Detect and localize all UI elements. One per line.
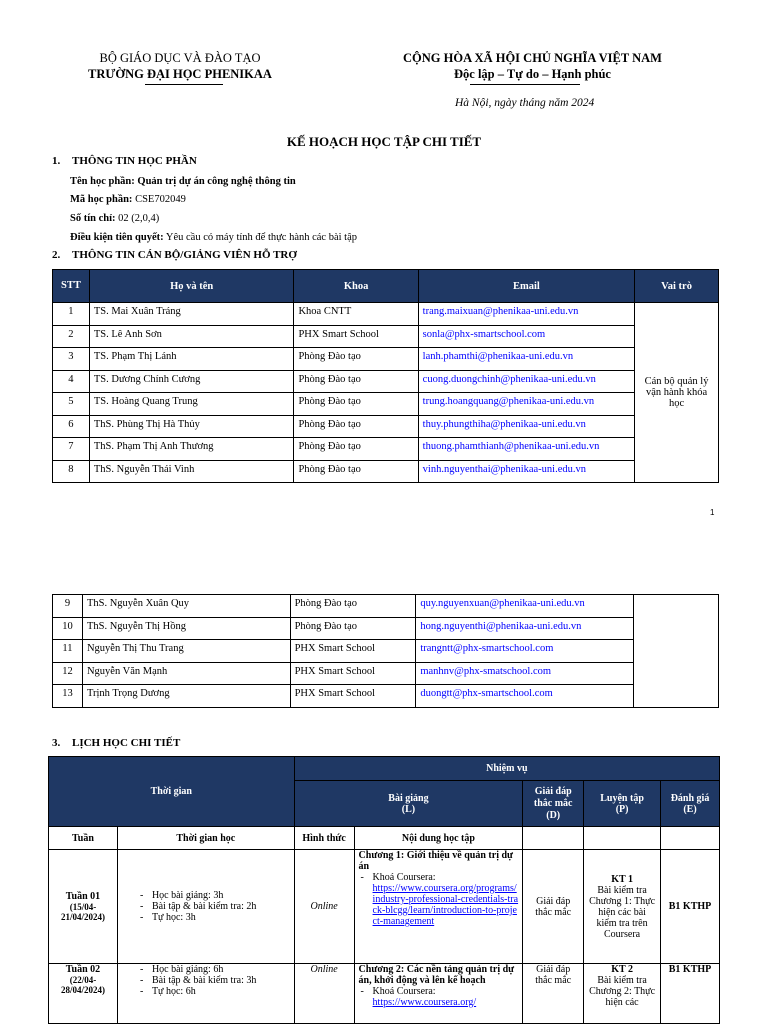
- republic-name: CỘNG HÒA XÃ HỘI CHỦ NGHĨA VIỆT NAM: [403, 51, 662, 65]
- stt-cell: 1: [53, 303, 90, 326]
- email-link[interactable]: duongtt@phx-smartschool.com: [416, 685, 634, 708]
- place-date: Hà Nội, ngày tháng năm 2024: [455, 97, 595, 109]
- name-cell: ThS. Nguyễn Xuân Quy: [82, 595, 290, 618]
- week-dates: (15/04-21/04/2024): [60, 902, 105, 922]
- practice-header: [584, 781, 661, 827]
- email-link[interactable]: vinh.nguyenthai@phenikaa-uni.edu.vn: [418, 460, 634, 483]
- qa-header: [523, 781, 584, 827]
- content-col-header: Nội dung học tập: [354, 827, 523, 850]
- document-title: KẾ HOẠCH HỌC TẬP CHI TIẾT: [286, 134, 482, 149]
- test-desc: Bài kiểm tra Chương 2: Thực hiện các: [589, 975, 656, 1008]
- dept-cell: PHX Smart School: [294, 325, 418, 348]
- chapter-title: Chương 2: Các nền tảng quản trị dự án, khởi động và lên kế hoạch: [358, 964, 515, 986]
- practice-label: Luyện tập: [600, 792, 644, 804]
- format-cell: Online: [294, 850, 354, 964]
- credits: 02 (2,0,4): [118, 213, 160, 224]
- qa-label: Giải đáp thắc mắc: [533, 785, 573, 809]
- col-name: Họ và tên: [89, 270, 294, 303]
- email-link[interactable]: manhnv@phx-smatschool.com: [416, 662, 634, 685]
- page-number: 1: [710, 508, 715, 517]
- course-code-label: Mã học phần:: [70, 194, 133, 205]
- dept-cell: Phòng Đào tạo: [290, 595, 416, 618]
- week-label: Tuần 02: [65, 964, 101, 975]
- course-code-line: [70, 194, 186, 205]
- col-role: Vai trò: [635, 270, 719, 303]
- section-2-heading: [52, 249, 297, 261]
- week-dates: (22/04-28/04/2024): [60, 975, 105, 995]
- content-list: [359, 872, 519, 927]
- lecture-label: Bài giảng: [388, 792, 429, 804]
- week-label: Tuần 01: [65, 891, 101, 902]
- table-row: [53, 438, 719, 461]
- table-row: [53, 348, 719, 371]
- table-row: [53, 640, 719, 663]
- dept-cell: Phòng Đào tạo: [290, 617, 416, 640]
- format-cell: Online: [294, 964, 354, 1024]
- stt-cell: 5: [53, 393, 90, 416]
- col-email: Email: [418, 270, 634, 303]
- ministry-name: BỘ GIÁO DỤC VÀ ĐÀO TẠO: [99, 51, 261, 65]
- eval-cell: B1 KTHP: [661, 964, 720, 1024]
- content-list: [359, 986, 519, 1008]
- name-cell: Nguyễn Thị Thu Trang: [82, 640, 290, 663]
- section-1-heading: [52, 155, 197, 167]
- practice-cell: [584, 964, 661, 1024]
- stt-cell: 9: [53, 595, 83, 618]
- dept-cell: Phòng Đào tạo: [294, 438, 418, 461]
- university-name: TRƯỜNG ĐẠI HỌC PHENIKAA: [88, 67, 272, 81]
- stt-cell: 11: [53, 640, 83, 663]
- name-cell: TS. Lê Anh Sơn: [89, 325, 294, 348]
- stt-cell: 10: [53, 617, 83, 640]
- email-link[interactable]: sonla@phx-smartschool.com: [418, 325, 634, 348]
- stt-cell: 6: [53, 415, 90, 438]
- stt-cell: 7: [53, 438, 90, 461]
- course-source: - Khoá Coursera:: [372, 872, 436, 883]
- lecture-header: [294, 781, 523, 827]
- section-title: THÔNG TIN HỌC PHẦN: [72, 155, 197, 167]
- section-title: THÔNG TIN CÁN BỘ/GIẢNG VIÊN HỖ TRỢ: [72, 249, 297, 261]
- content-cell: [354, 964, 523, 1024]
- dept-cell: Phòng Đào tạo: [294, 460, 418, 483]
- test-title: KT 1: [611, 873, 633, 885]
- practice-cell: [584, 850, 661, 964]
- section-3-heading: [52, 737, 180, 749]
- motto-underline: [470, 84, 580, 85]
- course-code: CSE702049: [135, 194, 186, 205]
- hours-item: - Học bài giảng: 3h: [138, 890, 290, 901]
- table-row: [53, 685, 719, 708]
- dept-cell: PHX Smart School: [290, 662, 416, 685]
- dept-cell: Phòng Đào tạo: [294, 370, 418, 393]
- email-link[interactable]: hong.nguyenthi@phenikaa-uni.edu.vn: [416, 617, 634, 640]
- study-time-col-header: Thời gian học: [117, 827, 294, 850]
- hours-list: [138, 890, 290, 923]
- dept-cell: Phòng Đào tạo: [294, 348, 418, 371]
- eval-code: (E): [683, 803, 697, 815]
- stt-cell: 3: [53, 348, 90, 371]
- eval-label: Đánh giá: [670, 792, 710, 804]
- content-item: [359, 986, 519, 1008]
- schedule-table: [48, 756, 720, 1024]
- table-row: [53, 393, 719, 416]
- header-left: [60, 50, 300, 82]
- staff-table-continued: [52, 594, 719, 708]
- dept-cell: PHX Smart School: [290, 685, 416, 708]
- qa-code: (D): [546, 809, 561, 821]
- hours-item: - Bài tập & bài kiểm tra: 2h: [138, 901, 290, 912]
- hours-item: - Học bài giảng: 6h: [138, 964, 290, 975]
- stt-cell: 13: [53, 685, 83, 708]
- hours-item: - Bài tập & bài kiểm tra: 3h: [138, 975, 290, 986]
- dept-cell: PHX Smart School: [290, 640, 416, 663]
- content-cell: [354, 850, 523, 964]
- week-cell: [49, 964, 118, 1024]
- name-cell: ThS. Phạm Thị Anh Thương: [89, 438, 294, 461]
- practice-code: (P): [615, 803, 629, 815]
- table-row: [53, 595, 719, 618]
- university-underline: [145, 84, 223, 85]
- hours-cell: [117, 850, 294, 964]
- table-row: [53, 415, 719, 438]
- schedule-row: [49, 850, 720, 964]
- name-cell: TS. Mai Xuân Tráng: [89, 303, 294, 326]
- section-number: 2.: [52, 249, 61, 261]
- week-col-header: Tuần: [49, 827, 118, 850]
- eval-header: [661, 781, 720, 827]
- dept-cell: Phòng Đào tạo: [294, 393, 418, 416]
- table-row: [53, 617, 719, 640]
- name-cell: TS. Phạm Thị Lánh: [89, 348, 294, 371]
- prereq: Yêu cầu có máy tính để thực hành các bài tập: [165, 232, 358, 243]
- stt-cell: 4: [53, 370, 90, 393]
- credits-label: Số tín chỉ:: [70, 213, 116, 224]
- dept-cell: Khoa CNTT: [294, 303, 418, 326]
- section-title: LỊCH HỌC CHI TIẾT: [72, 737, 181, 749]
- col-dept: Khoa: [294, 270, 418, 303]
- chapter-title: Chương 1: Giới thiệu về quản trị dự án: [358, 850, 514, 872]
- lecture-code: (L): [401, 803, 416, 815]
- email-link[interactable]: cuong.duongchinh@phenikaa-uni.edu.vn: [418, 370, 634, 393]
- motto: Độc lập – Tự do – Hạnh phúc: [454, 67, 611, 81]
- hours-cell: [117, 964, 294, 1024]
- qa-cell: Giải đáp thắc mắc: [523, 850, 584, 964]
- qa-cell: Giải đáp thắc mắc: [523, 964, 584, 1024]
- name-cell: ThS. Nguyễn Thái Vinh: [89, 460, 294, 483]
- test-desc: Bài kiểm tra Chương 1: Thực hiện các bài kiểm tra trên Coursera: [589, 884, 656, 940]
- time-header: Thời gian: [49, 757, 295, 827]
- name-cell: Nguyễn Văn Mạnh: [82, 662, 290, 685]
- course-source: - Khoá Coursera:: [372, 986, 436, 997]
- staff-table: [52, 269, 719, 483]
- name-cell: TS. Hoàng Quang Trung: [89, 393, 294, 416]
- table-row: [53, 370, 719, 393]
- credits-line: [70, 213, 159, 224]
- week-cell: [49, 850, 118, 964]
- coursera-link[interactable]: https://www.coursera.org/: [372, 997, 477, 1008]
- prereq-label: Điều kiện tiên quyết:: [70, 232, 164, 243]
- course-name: Quản trị dự án công nghệ thông tin: [137, 176, 296, 187]
- hours-item: - Tự học: 3h: [138, 912, 290, 923]
- header-right: [395, 50, 670, 82]
- course-name-label: Tên học phần:: [70, 176, 135, 187]
- test-title: KT 2: [611, 964, 633, 975]
- name-cell: Trịnh Trọng Dương: [82, 685, 290, 708]
- eval-cell: B1 KTHP: [661, 850, 720, 964]
- name-cell: ThS. Phùng Thị Hà Thủy: [89, 415, 294, 438]
- tasks-header: Nhiệm vụ: [294, 757, 719, 781]
- email-link[interactable]: quy.nguyenxuan@phenikaa-uni.edu.vn: [416, 595, 634, 618]
- email-link[interactable]: trangntt@phx-smartschool.com: [416, 640, 634, 663]
- hours-list: [138, 964, 290, 997]
- name-cell: ThS. Nguyễn Thị Hồng: [82, 617, 290, 640]
- dept-cell: Phòng Đào tạo: [294, 415, 418, 438]
- stt-cell: 12: [53, 662, 83, 685]
- role-cell: Cán bộ quản lý vận hành khóa học: [635, 303, 719, 483]
- stt-cell: 8: [53, 460, 90, 483]
- format-col-header: Hình thức: [294, 827, 354, 850]
- coursera-link[interactable]: https://www.coursera.org/programs/industry-professional-credentials-track-blcgg/learn/introduction-to-project-management: [372, 883, 519, 927]
- email-link[interactable]: trang.maixuan@phenikaa-uni.edu.vn: [418, 303, 634, 326]
- section-number: 3.: [52, 737, 61, 749]
- stt-cell: 2: [53, 325, 90, 348]
- email-link[interactable]: lanh.phamthi@phenikaa-uni.edu.vn: [418, 348, 634, 371]
- role-cell: [634, 595, 719, 708]
- table-row: [53, 460, 719, 483]
- content-item: [359, 872, 519, 927]
- hours-item: - Tự học: 6h: [138, 986, 290, 997]
- email-link[interactable]: thuy.phungthiha@phenikaa-uni.edu.vn: [418, 415, 634, 438]
- section-number: 1.: [52, 155, 61, 167]
- email-link[interactable]: trung.hoangquang@phenikaa-uni.edu.vn: [418, 393, 634, 416]
- table-row: [53, 303, 719, 326]
- prereq-line: [70, 232, 357, 243]
- col-stt: STT: [53, 270, 90, 303]
- table-row: [53, 325, 719, 348]
- email-link[interactable]: thuong.phamthianh@phenikaa-uni.edu.vn: [418, 438, 634, 461]
- table-row: [53, 662, 719, 685]
- course-name-line: [70, 176, 296, 187]
- name-cell: TS. Dương Chính Cương: [89, 370, 294, 393]
- schedule-row: [49, 964, 720, 1024]
